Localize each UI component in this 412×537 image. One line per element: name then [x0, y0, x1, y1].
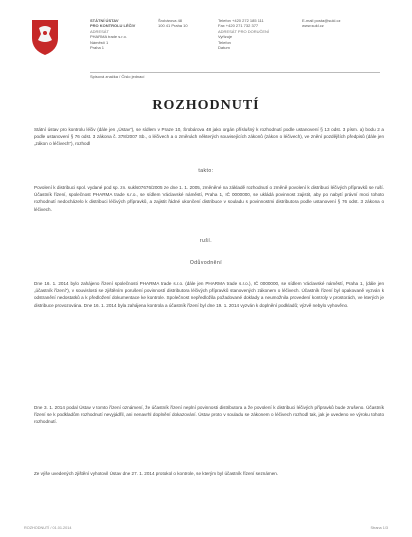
header-col-3: Telefon +420 272 185 111 Fax +420 271 732 377 ADRESÁT PRO DORUČENÍ Vyřizuje Telefon Datum	[218, 18, 270, 51]
state-emblem-icon	[30, 18, 60, 56]
body-paragraph-3: Ze výše uvedených zjištění vyhotovil Ústav dne 27. 1. 2014 protokol o kontrole, se kterým byl účastník řízení seznámen.	[34, 471, 279, 476]
heading-takto: takto:	[198, 168, 214, 174]
body-paragraph-1: Dne 16. 1. 2014 bylo zahájeno řízení společnosti PHARMA trade s.r.o. (dále jen PHARMA trade s.r.o.), IČ 0000000, se sídlem Václavské náměstí, Praha 1, (dále jen „účastník řízení“), v souvislosti se zjištěním porušení povinností distributora léčivých přípravků stanovených zákonem o léčivech. Účastník řízení byl opakovaně vyzván k odstranění nedostatků a k předložení dokumentace ke kontrole. Společnost nepředložila požadované doklady a neumožnila provedení kontroly v prostorách, ve kterých je distribuce provozována. Dne 16. 1. 2014 byla zahájena kontrola a účastník řízení byl dne 19. 1. 2014 vyzván k doplnění podkladů; výzvě nebylo vyhověno.	[34, 281, 384, 308]
footer-left: ROZHODNUTÍ / 01.01.2014	[24, 526, 72, 530]
header-col-2: Šrobárova 48 100 41 Praha 10	[158, 18, 188, 29]
reference-number: Spisová značka / Číslo jednací	[90, 74, 145, 79]
header-divider	[90, 72, 380, 73]
intro-paragraph: Státní ústav pro kontrolu léčiv (dále jen „Ústav“), se sídlem v Praze 10, Šrobárova 48 jako orgán příslušný k rozhodnutí podle ustanovení § 13 odst. 3 písm. a) bodu 2 a podle ustanovení § 76 odst. 3 zákona č. 378/2007 Sb., o léčivech a o změnách některých souvisejících zákonů (zákon o léčivech), ve znění pozdějších předpisů (dále jen „zákon o léčivech“), rozhodl	[34, 127, 384, 147]
header-col-4: E-mail posta@sukl.cz www.sukl.cz	[302, 18, 341, 29]
header-col-1: STÁTNÍ ÚSTAV PRO KONTROLU LÉČIV ADRESÁT PHARMA trade s.r.o. Náměstí 1 Praha 1	[90, 18, 136, 51]
body-paragraph-2: Dne 3. 1. 2014 podal Ústav v tomto řízení oznámení, že účastník řízení neplní povinnosti distributora a že povolení k distribuci léčivých přípravků bude zrušeno. Účastník řízení se k podkladům rozhodnutí nevyjádřil, ani nenavrhl doplnění dokazování. Ústav proto v souladu se zákonem o léčivech rozhodl tak, jak je uvedeno ve výroku tohoto rozhodnutí.	[34, 405, 384, 425]
heading-rusi: ruší.	[199, 238, 213, 244]
footer-page-number: Strana 1/3	[370, 526, 388, 530]
decision-paragraph: Povolení k distribuci spol. vydané pod sp. zn. sukls07676/2005 ze dne 1. 1. 2005, změněné na základě rozhodnutí o změně povolení k distribuci léčivých přípravků se ruší. Účastník řízení, společnost PHARMA trade s.r.o., se sídlem Václavské náměstí, Praha 1, IČ 0000000, se ukládá povinnost zajistit, aby po nabytí právní moci tohoto rozhodnutí nedocházelo k distribuci léčivých přípravků, a zajistit řádné ukončení distribuce v souladu s povinnostmi distributora podle ustanovení § 76 odst. 3 zákona o léčivech.	[34, 185, 384, 212]
heading-oduvodneni: Odůvodnění	[189, 260, 223, 266]
document-title: ROZHODNUTÍ	[152, 98, 260, 113]
